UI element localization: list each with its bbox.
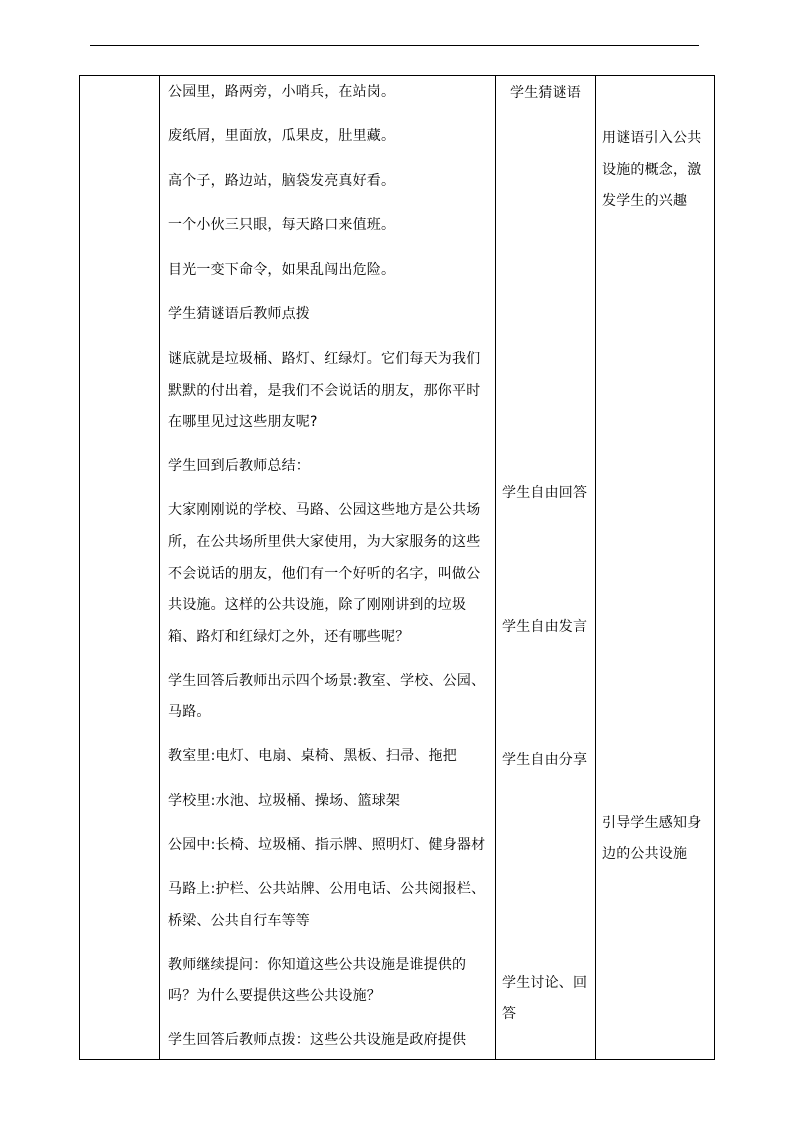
student-line: 学生自由回答 [502, 485, 588, 501]
activity-line: 马路上:护栏、公共站牌、公用电话、公共阅报栏、 [168, 881, 486, 897]
intent-line: 设施的概念，激 [602, 162, 702, 178]
activity-line: 一个小伙三只眼，每天路口来值班。 [168, 217, 396, 233]
activity-line: 学生回到后教师总结： [168, 458, 310, 474]
activity-line: 学生猜谜语后教师点拨 [168, 306, 310, 322]
student-line: 学生自由分享 [502, 752, 588, 768]
intent-line: 边的公共设施 [602, 846, 688, 862]
activity-line: 箱、路灯和红绿灯之外，还有哪些呢？ [168, 629, 410, 645]
activity-line: 桥梁、公共自行车等等 [168, 913, 310, 929]
activity-cell [160, 76, 495, 1059]
stage-cell [80, 76, 159, 1059]
intent-line: 引导学生感知身 [602, 815, 702, 831]
activity-line: 默默的付出着，是我们不会说话的朋友，那你平时 [168, 383, 481, 399]
lesson-table [79, 75, 715, 1060]
student-line: 学生讨论、回 [502, 975, 588, 991]
student-line: 答 [502, 1006, 517, 1022]
activity-line: 谜底就是垃圾桶、路灯、红绿灯。它们每天为我们 [168, 351, 481, 367]
activity-line: 在哪里见过这些朋友呢? [168, 414, 318, 430]
activity-line: 学校里:水池、垃圾桶、操场、篮球架 [168, 793, 401, 809]
activity-line: 学生回答后教师出示四个场景:教室、学校、公园、 [168, 673, 486, 689]
activity-line: 马路。 [168, 704, 211, 720]
intent-line: 发学生的兴趣 [602, 193, 688, 209]
student-line: 学生猜谜语 [510, 85, 581, 101]
activity-line: 公园中:长椅、垃圾桶、指示牌、照明灯、健身器材 [168, 837, 486, 853]
activity-line: 高个子，路边站，脑袋发亮真好看。 [168, 173, 396, 189]
activity-line: 目光一变下命令，如果乱闯出危险。 [168, 262, 396, 278]
activity-line: 所，在公共场所里供大家使用，为大家服务的这些 [168, 534, 481, 550]
activity-line: 大家刚刚说的学校、马路、公园这些地方是公共场 [168, 502, 481, 518]
activity-line: 不会说话的朋友，他们有一个好听的名字，叫做公 [168, 566, 481, 582]
intent-line: 用谜语引入公共 [602, 130, 702, 146]
activity-line: 学生回答后教师点拨：这些公共设施是政府提供 [168, 1032, 467, 1048]
activity-line: 教室里:电灯、电扇、桌椅、黑板、扫帚、拖把 [168, 748, 457, 764]
activity-line: 共设施。这样的公共设施，除了刚刚讲到的垃圾 [168, 597, 467, 613]
activity-line: 教师继续提问：你知道这些公共设施是谁提供的 [168, 957, 467, 973]
student-cell [496, 76, 595, 1059]
intent-cell [596, 76, 714, 1059]
student-line: 学生自由发言 [502, 619, 588, 635]
header-rule [90, 45, 699, 46]
activity-line: 废纸屑，里面放，瓜果皮，肚里藏。 [168, 128, 396, 144]
activity-line: 吗？为什么要提供这些公共设施？ [168, 988, 381, 1004]
activity-line: 公园里，路两旁，小哨兵，在站岗。 [168, 84, 396, 100]
